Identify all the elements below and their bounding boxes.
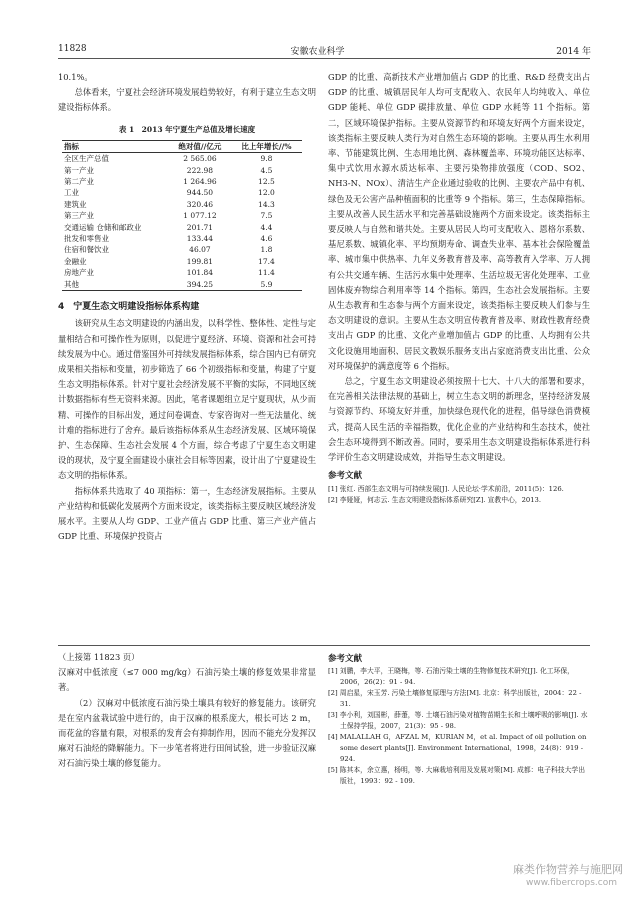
- table-cell-value: 201.71: [186, 222, 214, 232]
- table-cell-value: 101.84: [186, 268, 214, 278]
- table-cell-value: 5.9: [260, 279, 273, 289]
- table-cell-label: 工业: [64, 188, 79, 198]
- table-cell-value: 12.0: [258, 188, 275, 198]
- table-row: [62, 187, 302, 198]
- table-cell-label: 其他: [64, 279, 79, 289]
- table-cell-value: 1.8: [260, 245, 273, 255]
- table-cell-label: 金融业: [64, 256, 87, 266]
- table-header: 指标: [64, 141, 79, 151]
- table-cell-label: 全区生产总值: [64, 154, 109, 164]
- table-row: [62, 279, 302, 291]
- table-cell-value: 46.07: [189, 245, 211, 255]
- table-cell-value: 4.4: [260, 222, 273, 232]
- journal-year: 2014 年: [556, 47, 591, 57]
- table-cell-label: 批发和零售业: [64, 234, 109, 244]
- table-cell-label: 交通运输 仓储和邮政业: [64, 222, 142, 232]
- table-row: [62, 244, 302, 255]
- references-title: 参考文献: [328, 654, 363, 664]
- references-title: 参考文献: [328, 471, 363, 482]
- table-row: [62, 210, 302, 221]
- table-cell-value: 944.50: [186, 188, 214, 198]
- reference-item: [2] 李娅娅，何志云. 生态文明建设指标体系研究[Z]. 宣教中心，2013.: [328, 496, 542, 505]
- table-cell-value: 11.4: [258, 268, 275, 278]
- body-paragraph: 该研究从生态文明建设的内涵出发，以科学性、整体性、定性与定量相结合和可操作性为原则，以促进宁夏经济、环境、资源和社会可持续发展为中心。通过借鉴国外可持续发展指标体系，综合国内已有研究成果相关指标和变量，初步筛选了 66 个初级指标和变量，构建了宁夏生态文明指标体系。针对宁夏社会经济发展不平衡的实际，不同地区统计数据指标有些无资料来源。因此，笔者课题组立足宁夏现状，从少而精、可操作的目标出发，通过问卷调查、专家咨询对一些无法量化、统计难的指标进行了舍弃。最后该指标体系从生态经济发展、区域环境保护、生态保障、生态社会发展 4 个方面，综合考虑了宁夏生态文明建设的现状，及宁夏全面建设小康社会目标等因素，设计出了宁夏建设生态文明的指标体系。: [58, 318, 316, 481]
- table-cell-value: 222.98: [186, 165, 214, 175]
- reference-item: [1] 张红. 西部生态文明与可持续发展[J]. 人民论坛·学术前沿，2011(5)：126.: [328, 485, 564, 494]
- table-cell-value: 12.5: [258, 177, 275, 187]
- table-header: 绝对值//亿元: [178, 141, 222, 151]
- table-cell-value: 7.5: [260, 211, 273, 221]
- intro-fragment: 10.1%。: [58, 72, 93, 82]
- table-cell-value: 4.5: [260, 165, 273, 175]
- table-cell-label: 建筑业: [64, 199, 87, 209]
- table-cell-value: 394.25: [186, 279, 214, 289]
- table-cell-value: 17.4: [258, 256, 275, 266]
- table-cell-value: 2 565.06: [183, 154, 217, 164]
- intro-paragraph: 总体看来，宁夏社会经济环境发展趋势较好，有利于建立生态文明建设指标体系。: [58, 87, 316, 113]
- table-row: [62, 176, 302, 187]
- right-column: [328, 70, 590, 506]
- table-row: [62, 153, 302, 165]
- table-cell-label: 第三产业: [64, 211, 94, 221]
- table-cell-label: 住宿和餐饮业: [64, 245, 109, 255]
- table-caption: 表 1 2013 年宁夏生产总值及增长速度: [118, 124, 256, 134]
- reference-item: [1] 刘鹏，李大平，王晓梅，等. 石油污染土壤的生物修复技术研究[J]. 化工环保，2006，26(2)：91 - 94.: [328, 667, 574, 686]
- left-column: [58, 70, 316, 544]
- continuation-right: [328, 652, 590, 787]
- reference-item: [3] 李小利，刘国彬，薛萐，等. 土壤石油污染对植物苗期生长和土壤呼吸的影响[J]. 水土保持学报，2007，21(3)：95 - 98.: [328, 711, 588, 730]
- table-cell-value: 320.46: [186, 199, 214, 209]
- table-row: [62, 267, 302, 278]
- watermark-url: www.fibercrops.com: [526, 878, 617, 888]
- journal-name: 安徽农业科学: [290, 47, 345, 57]
- table-header: 比上年增长//%: [241, 141, 292, 151]
- table-cell-value: 133.44: [186, 234, 214, 244]
- body-paragraph: GDP 的比重、高新技术产业增加值占 GDP 的比重、R&D 经费支出占 GDP 的比重、城镇居民年人均可支配收入、农民年人均纯收入、单位 GDP 能耗、单位 GDP 碳排放量、单位 GDP 水耗等 11 个指标。第二，区域环境保护指标。主要从资源节约和环境友好两个方面来设定，该类指标主要反映人类行为对自然生态环境的影响。主要从再生水利用率、节能建筑比例、生态用地比例、森林覆盖率、环境功能区达标率、集中式饮用水源水质达标率、主要污染物排放强度（COD、SO2、NH3-N、NOx）、清洁生产企业通过验收的比例、主要农产品中有机、绿色及无公害产品种植面积的比重等 9 个指标。第三，生态保障指标。主要从改善人民生活水平和完善基础设施两个方面来设定。该类指标主要反映人与自然和谐共处。主要从居民人均可支配收入、恩格尔系数、基尼系数、城镇化率、平均预期寿命、调查失业率、基本社会保险覆盖率、城市集中供热率、九年义务教育普及率、高等教育入学率、万人拥有公共交通车辆、生活污水集中处理率、生活垃圾无害化处理率、工业固体废弃物综合利用率等 14 个指标。第四，生态社会发展指标。主要从生态教育和生态参与两个方面来设定，该类指标主要反映人们参与生态文明建设的意识。主要从生态文明宣传教育普及率、财政性教育经费支出占 GDP 的比重、文化产业增加值占 GDP 的比重、人均拥有公共文化设施用地面积、居民文教娱乐服务支出占家庭消费支出比重、公众对环境保护的满意度等 6 个指标。: [328, 72, 590, 371]
- table-cell-value: 1 077.12: [183, 211, 217, 221]
- page-number: 11828: [58, 44, 87, 54]
- table-body: [62, 153, 302, 291]
- table-row: [62, 165, 302, 176]
- header-rule: [58, 58, 590, 59]
- table-row: [62, 199, 302, 210]
- references-list: [328, 484, 590, 506]
- body-paragraph: （2）汉麻对中低浓度石油污染土壤具有较好的修复能力。该研究是在室内盆栽试验中进行的，由于汉麻的根系庞大，根长可达 2 m，而花盆的容量有限，对根系的发育会有抑制作用，因而不能充分发挥汉麻对石油烃的降解能力。下一步笔者将进行田间试验，进一步验证汉麻对石油污染土壤的修复能力。: [58, 697, 316, 769]
- body-paragraph: 汉麻对中低浓度（≤7 000 mg/kg）石油污染土壤的修复效果非常显著。: [58, 667, 316, 693]
- table-cell-value: 9.8: [260, 154, 273, 164]
- body-paragraph: 总之，宁夏生态文明建设必须按照十七大、十八大的部署和要求，在完善相关法律法规的基础上，树立生态文明的新理念，坚持经济发展与资源节约、环境友好并重，加快绿色现代化的进程，倡导绿色消费模式，提高人民生活的幸福指数，优化企业的产业结构和生态技术，使社会生态环境得到不断改善。同时，要采用生态文明建设指标体系进行科学评价生态文明建设成效，并指导生态文明建设。: [328, 376, 590, 463]
- section-separator: [58, 645, 590, 646]
- reference-item: [4] MALALLAH G，AFZAL M，KURIAN M，et al. Impact of oil pollution on some desert plants[J]. Environment International，1998，24(8)：919 - 924.: [328, 733, 587, 763]
- table-cell-label: 房地产业: [64, 268, 94, 278]
- continuation-left: [58, 650, 316, 772]
- table-row: [62, 256, 302, 267]
- table-cell-label: 第一产业: [64, 165, 94, 175]
- table-cell-value: 14.3: [258, 199, 275, 209]
- table-row: [62, 222, 302, 233]
- continuation-label: （上接第 11823 页）: [58, 652, 140, 662]
- table-cell-value: 4.6: [260, 234, 273, 244]
- body-paragraph: 指标体系共选取了 40 项指标：第一，生态经济发展指标。主要从产业结构和低碳化发展两个方面来设定，该类指标主要反映区域经济发展水平。主要从人均 GDP、工业产值占 GDP 比重、第三产业产值占 GDP 比重、环境保护投资占: [58, 485, 316, 542]
- reference-item: [2] 周启星，宋玉芳. 污染土壤修复原理与方法[M]. 北京：科学出版社，2004：22 - 31.: [328, 689, 582, 708]
- table-cell-value: 1 264.96: [183, 177, 217, 187]
- gdp-table: [62, 140, 302, 291]
- references-list: [328, 666, 590, 787]
- watermark-text: 麻类作物营养与施肥网: [513, 863, 623, 876]
- reference-item: [5] 陈其本，余立惠，杨明，等. 大麻栽培利用及发展对策[M]. 成都：电子科技大学出版社，1993：92 - 109.: [328, 766, 585, 785]
- table-cell-label: 第二产业: [64, 177, 94, 187]
- table-cell-value: 199.81: [186, 256, 214, 266]
- table-row: [62, 233, 302, 244]
- section-heading: 4 宁夏生态文明建设指标体系构建: [58, 302, 200, 313]
